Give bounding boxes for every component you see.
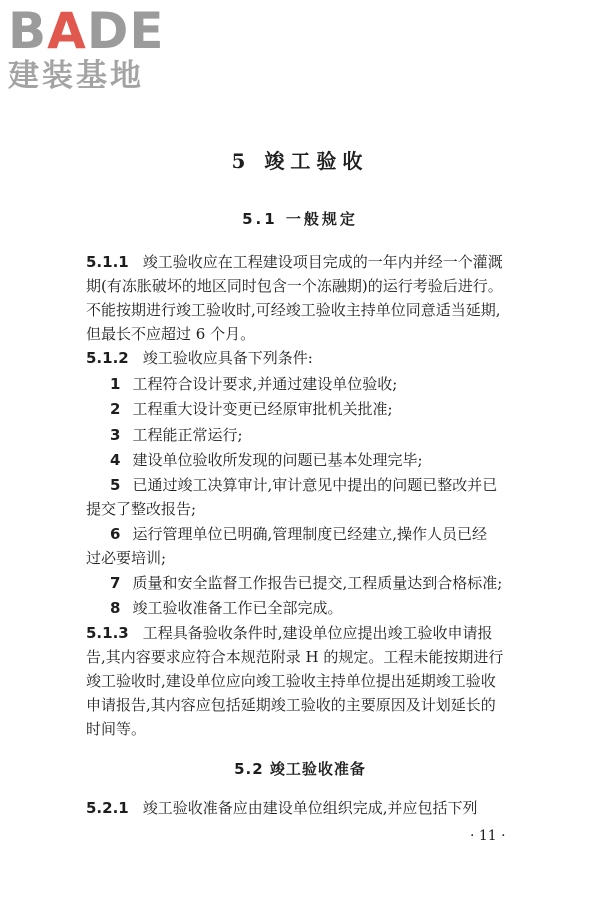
list-item-text: 竣工验收准备工作已全部完成。 [132, 599, 343, 617]
clause-5-1-2-line [86, 347, 530, 369]
clause-5-1-1-line: 不能按期进行竣工验收时,可经竣工验收主持单位同意适当延期, [86, 301, 501, 319]
list-item-number: 3 [110, 426, 121, 444]
clause-text: 竣工验收应具备下列条件: [142, 349, 313, 367]
list-item-text: 已通过竣工决算审计,审计意见中提出的问题已整改并已 [132, 476, 498, 494]
list-item-text: 工程重大设计变更已经原审批机关批准; [132, 400, 393, 418]
clause-number: 5.1.2 [86, 349, 129, 367]
list-item [110, 373, 530, 395]
clause-5-1-3-line: 竣工验收时,建设单位应向竣工验收主持单位提出延期竣工验收 [86, 672, 496, 690]
clause-5-1-1-line [86, 251, 530, 273]
list-item-number: 6 [110, 525, 121, 543]
list-item [110, 424, 530, 446]
watermark-subtitle: 建装基地 [8, 58, 144, 94]
clause-text: 竣工验收应在工程建设项目完成的一年内并经一个灌溉 [142, 253, 503, 271]
clause-5-2-1-line [86, 797, 530, 819]
list-item [110, 474, 530, 496]
list-item-number: 8 [110, 599, 121, 617]
clause-text: 竣工验收准备应由建设单位组织完成,并应包括下列 [142, 799, 478, 817]
clause-5-1-3-line [86, 622, 530, 644]
clause-5-1-1-line: 期(有冻胀破坏的地区同时包含一个冻融期)的运行考验后进行。 [86, 277, 503, 295]
chapter-title: 5 竣工验收 [231, 149, 369, 173]
list-item-continuation: 过必要培训; [86, 549, 167, 567]
list-item [110, 398, 530, 420]
list-item-text: 质量和安全监督工作报告已提交,工程质量达到合格标准; [132, 574, 503, 592]
clause-text: 工程具备验收条件时,建设单位应提出竣工验收申请报 [142, 624, 493, 642]
clause-number: 5.2.1 [86, 799, 129, 817]
watermark-brand [8, 4, 178, 58]
list-item-text: 工程符合设计要求,并通过建设单位验收; [132, 375, 398, 393]
list-item-text: 运行管理单位已明确,管理制度已经建立,操作人员已经 [132, 525, 487, 543]
watermark-brand-a: A [47, 2, 87, 60]
list-item [110, 449, 530, 471]
page-number: · 11 · [470, 828, 506, 844]
list-item [110, 572, 530, 594]
list-item-number: 1 [110, 375, 121, 393]
watermark-brand-b: B [8, 2, 48, 60]
clause-5-1-3-line: 时间等。 [86, 720, 147, 738]
section-title-5-1: 5.1 一般规定 [242, 210, 358, 228]
clause-5-1-3-line: 申请报告,其内容应包括延期竣工验收的主要原因及计划延长的 [86, 696, 496, 714]
list-item-number: 4 [110, 451, 121, 469]
clause-number: 5.1.3 [86, 624, 129, 642]
list-item [110, 523, 530, 545]
watermark-brand-rest: DE [86, 2, 165, 60]
section-title-5-2: 5.2 竣工验收准备 [234, 760, 366, 778]
list-item-number: 2 [110, 400, 121, 418]
list-item-continuation: 提交了整改报告; [86, 500, 197, 518]
clause-number: 5.1.1 [86, 253, 129, 271]
clause-5-1-3-line: 告,其内容要求应符合本规范附录 H 的规定。工程未能按期进行 [86, 648, 504, 666]
list-item-text: 工程能正常运行; [132, 426, 243, 444]
list-item [110, 597, 530, 619]
list-item-text: 建设单位验收所发现的问题已基本处理完毕; [132, 451, 423, 469]
list-item-number: 5 [110, 476, 121, 494]
watermark-logo [8, 4, 178, 100]
list-item-number: 7 [110, 574, 121, 592]
clause-5-1-1-line: 但最长不应超过 6 个月。 [86, 325, 256, 343]
